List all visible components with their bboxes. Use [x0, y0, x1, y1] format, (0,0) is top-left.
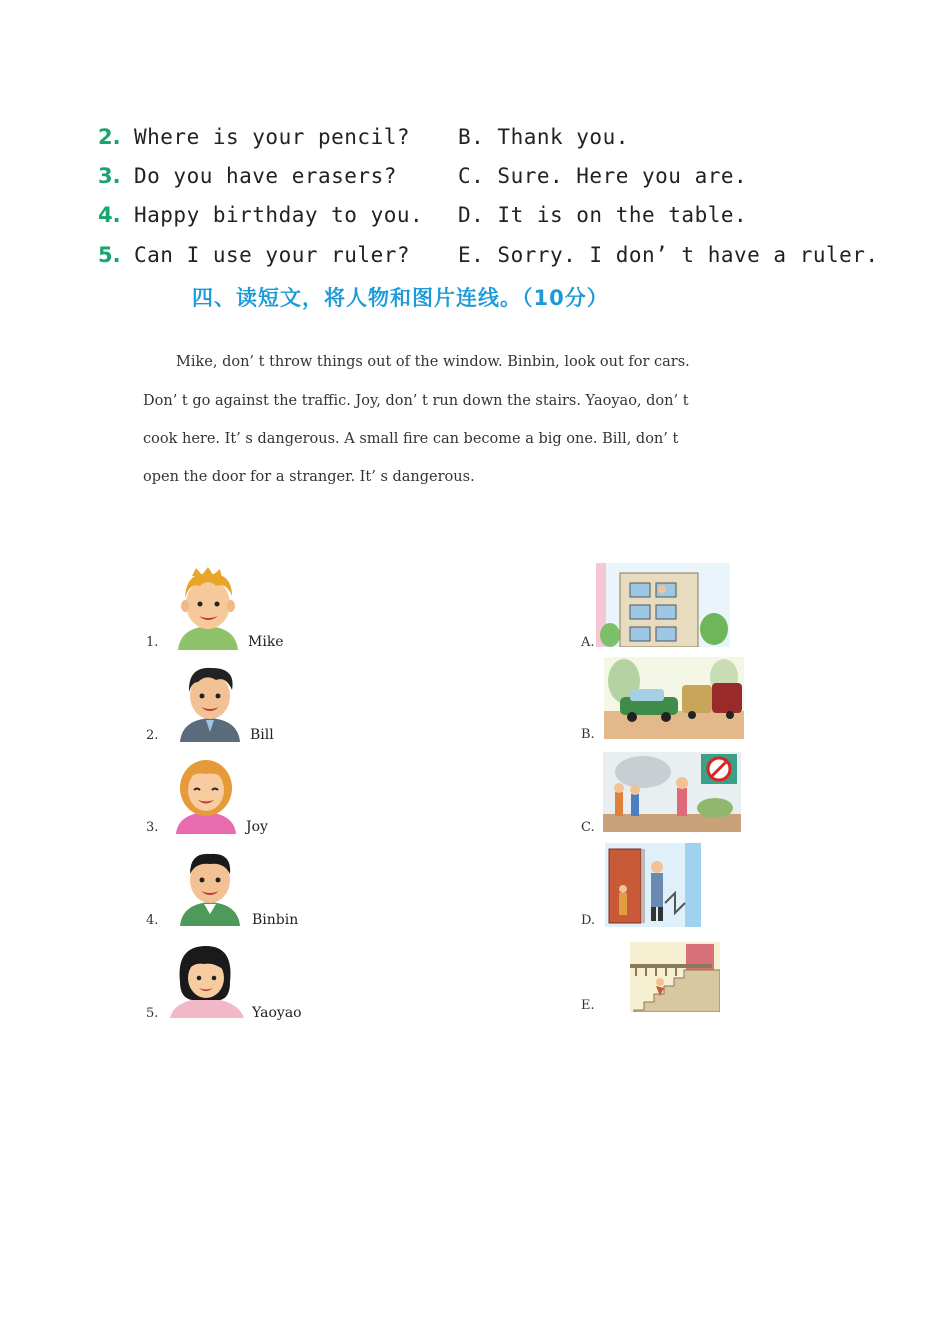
person-number: 2.: [146, 728, 159, 743]
picture-letter: D.: [581, 913, 596, 928]
answer-text: E. Sorry. I don’ t have a ruler.: [458, 243, 879, 267]
question-text: Do you have erasers?: [134, 164, 397, 188]
passage-line: open the door for a stranger. It’ s dangerous.: [143, 469, 475, 485]
person-number: 4.: [146, 913, 159, 928]
question-number: 4.: [98, 203, 121, 227]
answer-text: B. Thank you.: [458, 125, 629, 149]
girl-black-hair-portrait: [168, 942, 252, 1018]
boy-blond-portrait: [172, 566, 244, 650]
question-number: 3.: [98, 164, 121, 188]
section-title: 四、读短文，将人物和图片连线。（10分）: [192, 286, 609, 310]
picture-letter: C.: [581, 820, 595, 835]
question-number: 2.: [98, 125, 121, 149]
person-number: 1.: [146, 635, 159, 650]
picture-letter: B.: [581, 727, 595, 742]
stairs-scene-picture: [630, 942, 720, 1012]
passage-line: cook here. It’ s dangerous. A small fire can become a big one. Bill, don’ t: [143, 431, 679, 447]
passage-line: Don’ t go against the traffic. Joy, don’ t run down the stairs. Yaoyao, don’ t: [143, 393, 689, 409]
person-name: Joy: [246, 819, 268, 835]
person-number: 5.: [146, 1006, 159, 1021]
boy-green-jacket-portrait: [176, 846, 244, 926]
passage-line: Mike, don’ t throw things out of the window. Binbin, look out for cars.: [176, 354, 690, 370]
person-number: 3.: [146, 820, 159, 835]
door-scene-picture: [605, 843, 701, 927]
question-text: Can I use your ruler?: [134, 243, 411, 267]
answer-text: D. It is on the table.: [458, 203, 748, 227]
answer-text: C. Sure. Here you are.: [458, 164, 748, 188]
person-name: Binbin: [252, 912, 299, 928]
girl-curly-hair-portrait: [168, 752, 244, 834]
person-name: Yaoyao: [252, 1005, 302, 1021]
boy-dark-hair-portrait: [176, 662, 244, 742]
picture-letter: A.: [581, 635, 595, 650]
question-text: Where is your pencil?: [134, 125, 411, 149]
person-name: Bill: [250, 727, 274, 743]
window-scene-picture: [596, 563, 730, 647]
fire-scene-picture: [603, 752, 741, 832]
picture-letter: E.: [581, 998, 595, 1013]
question-number: 5.: [98, 243, 121, 267]
person-name: Mike: [248, 634, 284, 650]
question-text: Happy birthday to you.: [134, 203, 424, 227]
traffic-scene-picture: [604, 657, 744, 739]
